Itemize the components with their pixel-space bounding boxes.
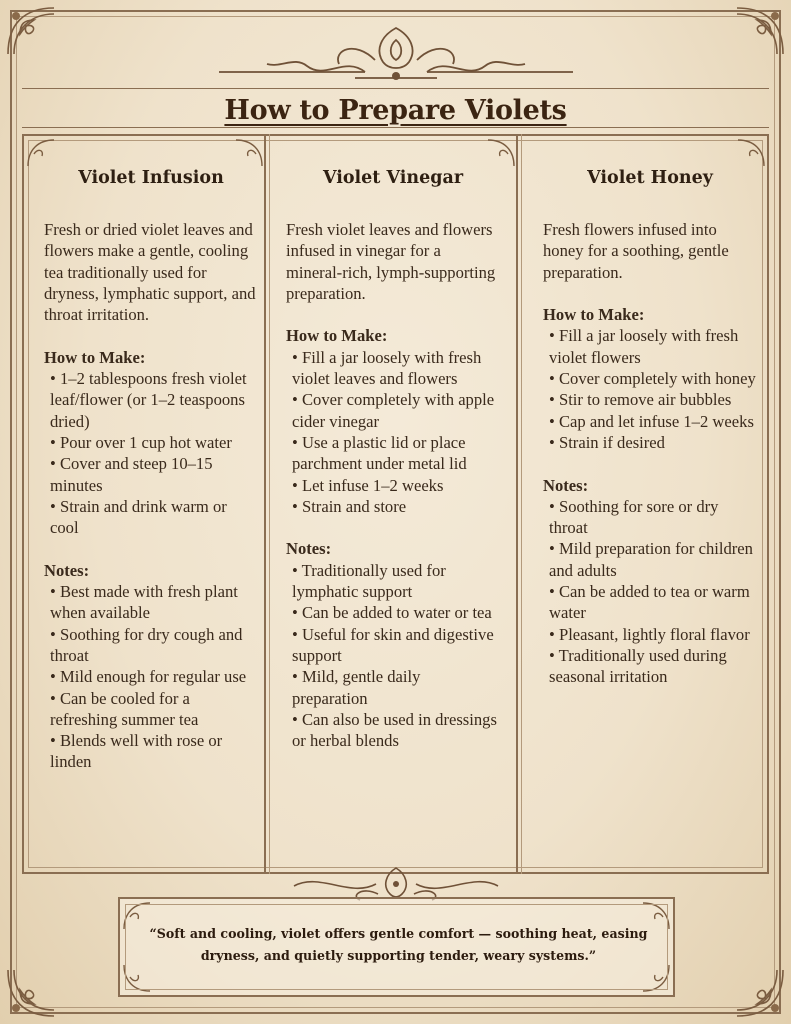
column-intro: Fresh flowers infused into honey for a soothing, gentle preparation. bbox=[543, 220, 729, 282]
corner-flourish-icon bbox=[733, 4, 787, 58]
corner-flourish-icon bbox=[736, 138, 766, 168]
list-item: • Fill a jar loosely with fresh violet leaves and flowers bbox=[286, 347, 500, 390]
title-bar bbox=[22, 88, 769, 132]
corner-flourish-icon bbox=[4, 966, 58, 1020]
list-item: • Traditionally used for lymphatic support bbox=[286, 560, 500, 603]
list-item: • Stir to remove air bubbles bbox=[543, 389, 757, 410]
notes-label: Notes: bbox=[286, 539, 332, 559]
title-rule bbox=[22, 127, 769, 128]
column-intro: Fresh violet leaves and flowers infused in vinegar for a mineral-rich, lymph-supporting preparation. bbox=[286, 220, 496, 303]
list-item: • Can be cooled for a refreshing summer tea bbox=[44, 688, 258, 731]
list-item: • Soothing for dry cough and throat bbox=[44, 624, 258, 667]
column-violet-vinegar bbox=[286, 168, 500, 773]
list-item: • Use a plastic lid or place parchment under metal lid bbox=[286, 432, 500, 475]
how-to-make-label: How to Make: bbox=[44, 347, 146, 367]
list-item: • Cap and let infuse 1–2 weeks bbox=[543, 411, 757, 432]
list-item: • Mild preparation for children and adults bbox=[543, 538, 757, 581]
list-item: • Can also be used in dressings or herbal blends bbox=[286, 709, 500, 752]
corner-flourish-icon bbox=[641, 901, 671, 931]
corner-flourish-icon bbox=[122, 963, 152, 993]
list-item: • Strain and store bbox=[286, 496, 500, 517]
list-item: • Cover and steep 10–15 minutes bbox=[44, 453, 258, 496]
list-item: • Pour over 1 cup hot water bbox=[44, 432, 258, 453]
column-violet-honey bbox=[543, 168, 757, 709]
column-heading: Violet Vinegar bbox=[322, 168, 464, 188]
list-item: • Fill a jar loosely with fresh violet flowers bbox=[543, 325, 757, 368]
column-divider bbox=[264, 134, 270, 874]
column-intro: Fresh or dried violet leaves and flowers make a gentle, cooling tea traditionally used for dryness, lymphatic support, and throat irritation. bbox=[44, 220, 256, 325]
list-item: • Can be added to water or tea bbox=[286, 602, 500, 623]
page-title: How to Prepare Violets bbox=[224, 94, 567, 126]
list-item: • Cover completely with apple cider vinegar bbox=[286, 389, 500, 432]
column-heading: Violet Honey bbox=[587, 168, 713, 188]
list-item: • Traditionally used during seasonal irritation bbox=[543, 645, 757, 688]
column-heading: Violet Infusion bbox=[78, 168, 224, 188]
list-item: • Useful for skin and digestive support bbox=[286, 624, 500, 667]
list-item: • Cover completely with honey bbox=[543, 368, 757, 389]
corner-flourish-icon bbox=[733, 966, 787, 1020]
list-item: • Best made with fresh plant when available bbox=[44, 581, 258, 624]
list-item: • Pleasant, lightly floral flavor bbox=[543, 624, 757, 645]
column-divider bbox=[516, 134, 522, 874]
corner-flourish-icon bbox=[4, 4, 58, 58]
how-to-make-label: How to Make: bbox=[286, 326, 388, 346]
list-item: • 1–2 tablespoons fresh violet leaf/flower (or 1–2 teaspoons dried) bbox=[44, 368, 258, 432]
corner-flourish-icon bbox=[122, 901, 152, 931]
notes-label: Notes: bbox=[44, 560, 90, 580]
how-to-make-label: How to Make: bbox=[543, 305, 645, 325]
corner-flourish-icon bbox=[26, 138, 56, 168]
list-item: • Strain if desired bbox=[543, 432, 757, 453]
list-item: • Strain and drink warm or cool bbox=[44, 496, 258, 539]
list-item: • Soothing for sore or dry throat bbox=[543, 496, 757, 539]
corner-flourish-icon bbox=[486, 138, 516, 168]
closing-quote: “Soft and cooling, violet offers gentle comfort — soothing heat, easing dryness, and quietly supporting tender, weary systems.” bbox=[149, 926, 648, 963]
corner-flourish-icon bbox=[641, 963, 671, 993]
quote-box bbox=[118, 897, 675, 997]
list-item: • Blends well with rose or linden bbox=[44, 730, 258, 773]
top-ornament-icon bbox=[215, 20, 577, 86]
list-item: • Can be added to tea or warm water bbox=[543, 581, 757, 624]
list-item: • Mild enough for regular use bbox=[44, 666, 258, 687]
corner-flourish-icon bbox=[234, 138, 264, 168]
notes-label: Notes: bbox=[543, 475, 589, 495]
list-item: • Mild, gentle daily preparation bbox=[286, 666, 500, 709]
column-violet-infusion bbox=[44, 168, 258, 794]
list-item: • Let infuse 1–2 weeks bbox=[286, 475, 500, 496]
